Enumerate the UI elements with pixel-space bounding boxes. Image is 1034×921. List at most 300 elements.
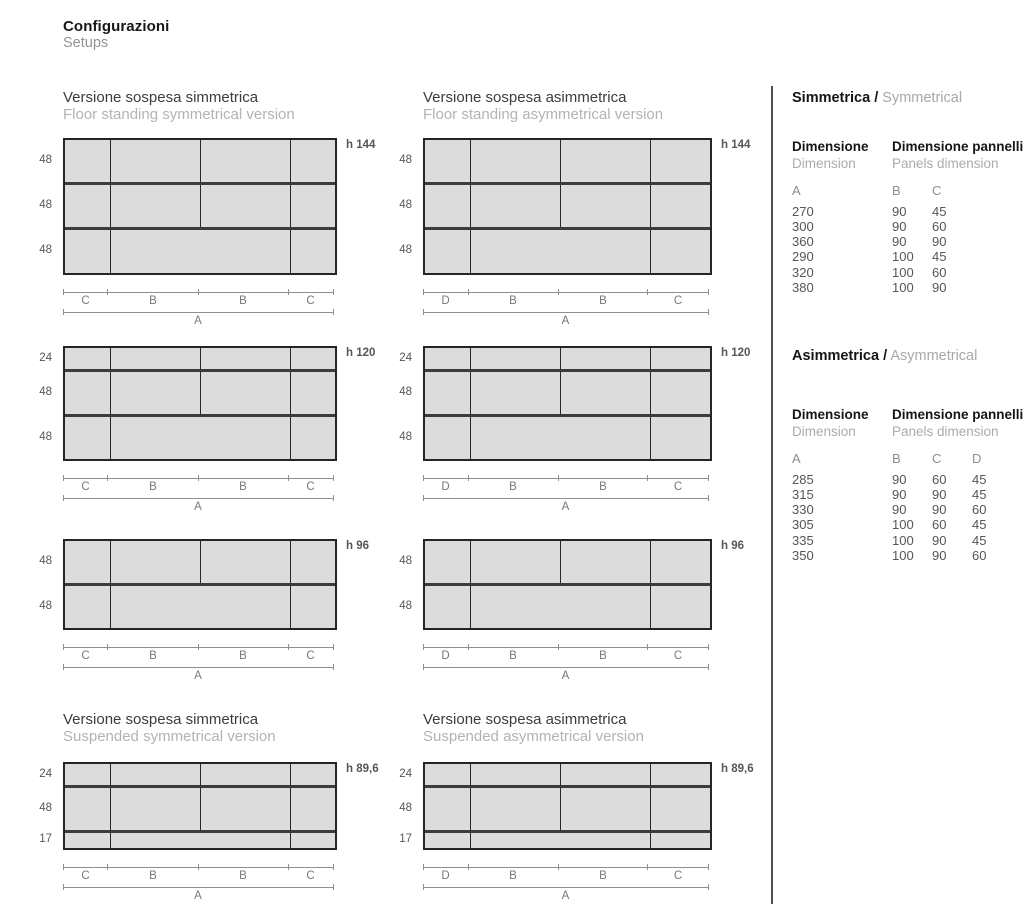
dimension-tick [423, 664, 424, 670]
table-cell: 60 [932, 471, 947, 487]
panel-cell [425, 140, 470, 182]
table-cell: 100 [892, 249, 914, 265]
diagram-body [30, 138, 375, 275]
group-header-english: Panels dimension [892, 423, 999, 439]
column-group-headers [792, 139, 1034, 172]
total-height-label: h 144 [721, 139, 751, 151]
segment-dimension-line [63, 478, 333, 493]
table-cell: 90 [932, 532, 947, 548]
table-cell: 285 [792, 471, 814, 487]
segment-label: C [306, 650, 315, 663]
overall-dimension-line [423, 887, 708, 902]
table-row [792, 487, 1034, 502]
section-title-english: Floor standing symmetrical version [63, 105, 295, 123]
row-height-label: 17 [39, 833, 52, 846]
total-height-label: h 120 [346, 347, 376, 359]
panel-row [425, 764, 710, 785]
table-cell: 60 [972, 502, 987, 518]
overall-width-label: A [194, 890, 202, 903]
column-letter: B [892, 183, 901, 198]
column-letter: C [932, 183, 942, 198]
segment-label: B [599, 294, 607, 307]
diagram-body [30, 762, 379, 850]
dimension-tick [63, 475, 64, 481]
panel-cell [650, 833, 710, 848]
row-height-label: 48 [39, 198, 52, 211]
overall-dimension-line [63, 667, 333, 682]
diagram-floor-asymmetric-h96 [390, 539, 744, 682]
diagram-floor-asymmetric-h144 [390, 138, 750, 327]
segment-label: B [239, 294, 247, 307]
panel-cell [290, 372, 335, 414]
diagram-floor-asymmetric-h120 [390, 346, 750, 513]
dimension-tick [63, 664, 64, 670]
dimension-tick [468, 289, 469, 295]
dimension-tick [107, 864, 108, 870]
column-letter-row [792, 451, 1034, 467]
panel-cell [290, 788, 335, 830]
table-cell: 290 [792, 249, 814, 265]
dimension-tick [288, 475, 289, 481]
table-cell: 305 [792, 517, 814, 533]
group-header-italian: Dimensione pannelli [892, 407, 1024, 422]
table-cell: 90 [892, 502, 907, 518]
column-letter-row [792, 183, 1034, 199]
total-height-label: h 96 [721, 540, 745, 552]
panel-row [65, 541, 335, 583]
row-height-label: 48 [39, 801, 52, 814]
segment-label: D [441, 294, 450, 307]
row-height-label: 24 [39, 351, 52, 364]
table-cell: 320 [792, 264, 814, 280]
panel-cell [290, 140, 335, 182]
total-height-label: h 89,6 [346, 763, 379, 775]
panel-cell [110, 372, 200, 414]
table-cell: 90 [932, 547, 947, 563]
dimension-tick [423, 475, 424, 481]
panel-cell [110, 348, 200, 369]
segment-dimension-line [423, 478, 708, 493]
dimension-tick [333, 864, 334, 870]
segment-labels [63, 293, 333, 307]
panel-cell [110, 833, 290, 848]
table-title [792, 348, 1034, 364]
panel-cell [290, 541, 335, 583]
segment-label: C [306, 294, 315, 307]
row-height-label: 24 [39, 767, 52, 780]
diagram-floor-symmetric-h120 [30, 346, 375, 513]
dimension-tick [708, 475, 709, 481]
segment-label: B [509, 294, 517, 307]
row-height-label: 24 [399, 767, 412, 780]
table-cell: 300 [792, 218, 814, 234]
panel-row [65, 227, 335, 272]
panel-cell [110, 586, 290, 628]
dimension-tick [558, 289, 559, 295]
segment-label: C [306, 870, 315, 883]
table-cell: 90 [932, 502, 947, 518]
total-height-label: h 120 [721, 347, 751, 359]
dimension-tick [647, 289, 648, 295]
dimension-group-header [792, 139, 892, 172]
panel-grid [423, 539, 712, 630]
dimension-tick [423, 864, 424, 870]
diagram-body [390, 346, 750, 461]
table-cell: 45 [972, 471, 987, 487]
panel-cell [110, 140, 200, 182]
table-cell: 335 [792, 532, 814, 548]
dimension-tick [708, 644, 709, 650]
table-cell: 60 [932, 264, 947, 280]
dimension-tick [63, 289, 64, 295]
panel-row [65, 369, 335, 414]
segment-label: B [239, 650, 247, 663]
panel-row [65, 785, 335, 830]
overall-dimension-line [423, 312, 708, 327]
panel-cell [200, 788, 290, 830]
table-cell: 100 [892, 517, 914, 533]
dimension-tick [423, 289, 424, 295]
group-header-italian: Dimensione [792, 407, 869, 422]
row-height-labels [30, 346, 63, 459]
group-header-italian: Dimensione [792, 139, 869, 154]
table-cell: 270 [792, 203, 814, 219]
dimension-tick [468, 864, 469, 870]
panel-row [65, 182, 335, 227]
panel-row [425, 541, 710, 583]
dimension-tick [468, 475, 469, 481]
panel-cell [110, 230, 290, 272]
overall-dimension-line [63, 887, 333, 902]
segment-label: C [673, 481, 683, 494]
group-header-english: Dimension [792, 155, 856, 171]
panel-row [65, 830, 335, 848]
section-header-floor-asymmetric [423, 90, 663, 123]
table-asymmetric [792, 348, 1034, 563]
segment-labels [63, 868, 333, 882]
table-cell: 45 [972, 486, 987, 502]
panel-cell [470, 764, 560, 785]
dimension-tick [198, 864, 199, 870]
dimension-tick [198, 644, 199, 650]
section-title-italian: Versione sospesa asimmetrica [423, 89, 627, 106]
dimension-tick [558, 864, 559, 870]
panel-cell [470, 140, 560, 182]
dimension-group-header [792, 407, 892, 440]
panel-row [425, 583, 710, 628]
panel-row [65, 414, 335, 459]
overall-width-label: A [561, 314, 570, 327]
dimension-tick [558, 475, 559, 481]
panel-cell [290, 230, 335, 272]
table-cell: 100 [892, 279, 914, 295]
table-rows [792, 204, 1034, 296]
table-row [792, 502, 1034, 517]
overall-width-label: A [194, 670, 202, 683]
panel-row [425, 369, 710, 414]
row-height-label: 48 [39, 243, 52, 256]
section-title-italian: Versione sospesa simmetrica [63, 89, 259, 106]
table-cell: 315 [792, 486, 814, 502]
dimension-tick [423, 495, 424, 501]
panel-cell [65, 833, 110, 848]
segment-dimension-line [63, 292, 333, 307]
panel-grid [63, 539, 337, 630]
overall-dimension-line [63, 498, 333, 513]
dimension-tick [333, 495, 334, 501]
table-cell: 90 [932, 279, 947, 295]
diagram-floor-symmetric-h96 [30, 539, 369, 682]
row-height-label: 48 [399, 430, 412, 443]
table-cell: 60 [932, 517, 947, 533]
segment-dimension-line [423, 292, 708, 307]
row-height-label: 48 [399, 801, 412, 814]
section-header-floor-symmetric [63, 90, 295, 123]
overall-width-label: A [561, 501, 570, 514]
panel-cell [290, 586, 335, 628]
panel-cell [200, 348, 290, 369]
panel-row [425, 785, 710, 830]
table-title-english: Asymmetrical [887, 348, 978, 364]
panel-cell [470, 788, 560, 830]
dimension-tick [468, 644, 469, 650]
table-cell: 330 [792, 502, 814, 518]
panel-cell [470, 185, 560, 227]
row-height-label: 48 [39, 430, 52, 443]
row-height-labels [390, 346, 423, 459]
panel-cell [425, 230, 470, 272]
panel-row [65, 140, 335, 182]
dimension-tick [63, 309, 64, 315]
row-height-label: 17 [399, 833, 412, 846]
row-height-label: 48 [399, 385, 412, 398]
column-letter: C [932, 451, 942, 466]
dimension-tick [107, 289, 108, 295]
panel-grid [63, 138, 337, 275]
panel-cell [650, 185, 710, 227]
segment-label: B [149, 650, 157, 663]
panel-row [425, 140, 710, 182]
table-cell: 100 [892, 547, 914, 563]
row-height-label: 24 [399, 351, 412, 364]
dimension-tick [288, 864, 289, 870]
overall-dimension-line [423, 498, 708, 513]
segment-label: B [239, 481, 247, 494]
panel-cell [560, 348, 650, 369]
row-height-labels [390, 762, 423, 848]
panel-row [425, 182, 710, 227]
table-cell: 360 [792, 234, 814, 250]
panel-cell [65, 230, 110, 272]
dimension-tick [333, 644, 334, 650]
table-row [792, 472, 1034, 487]
panel-cell [425, 788, 470, 830]
panel-cell [425, 586, 470, 628]
page-title [63, 18, 169, 52]
segment-dimension-line [423, 867, 708, 882]
table-cell: 350 [792, 547, 814, 563]
dimension-tick [423, 884, 424, 890]
dimension-tick [198, 475, 199, 481]
row-height-label: 48 [399, 154, 412, 167]
overall-width-label: A [194, 501, 202, 514]
panel-cell [200, 185, 290, 227]
row-height-labels [30, 762, 63, 848]
table-title-italian: Asimmetrica / [792, 348, 888, 364]
table-cell: 100 [892, 532, 914, 548]
panel-cell [65, 586, 110, 628]
dimension-tick [333, 289, 334, 295]
overall-dimension-line [423, 667, 708, 682]
dimension-tick [63, 864, 64, 870]
table-cell: 60 [972, 547, 987, 563]
dimension-tick [198, 289, 199, 295]
section-title-italian: Versione sospesa asimmetrica [423, 711, 627, 728]
segment-label: B [509, 481, 517, 494]
panel-cell [65, 788, 110, 830]
panel-cell [425, 417, 470, 459]
table-row [792, 548, 1034, 563]
diagram-floor-symmetric-h144 [30, 138, 375, 327]
panel-cell [560, 788, 650, 830]
row-height-label: 48 [399, 555, 412, 568]
segment-labels [423, 648, 708, 662]
diagram-suspended-asymmetric-h89-6 [390, 762, 754, 902]
table-cell: 90 [892, 218, 907, 234]
diagram-body [390, 539, 744, 630]
panel-cell [65, 185, 110, 227]
table-title [792, 90, 1034, 106]
dimension-tick [107, 644, 108, 650]
dimension-tick [288, 644, 289, 650]
overall-width-label: A [561, 890, 570, 903]
dimension-tick [708, 289, 709, 295]
diagram-body [390, 762, 754, 850]
panel-cell [425, 833, 470, 848]
table-row [792, 517, 1034, 532]
segment-label: C [673, 870, 683, 883]
panel-cell [650, 417, 710, 459]
overall-width-label: A [194, 314, 202, 327]
dimension-tick [423, 644, 424, 650]
panel-cell [290, 185, 335, 227]
segment-labels [63, 648, 333, 662]
panel-cell [65, 140, 110, 182]
segment-labels [423, 293, 708, 307]
panel-cell [560, 185, 650, 227]
table-row [792, 204, 1034, 219]
panel-cell [110, 541, 200, 583]
panel-cell [470, 586, 650, 628]
total-height-label: h 96 [346, 540, 370, 552]
row-height-label: 48 [39, 385, 52, 398]
segment-dimension-line [63, 647, 333, 662]
segment-label: B [509, 870, 517, 883]
table-row [792, 280, 1034, 295]
table-row [792, 533, 1034, 548]
panel-cell [65, 417, 110, 459]
dimension-tick [288, 289, 289, 295]
table-cell: 380 [792, 279, 814, 295]
dimension-tick [333, 475, 334, 481]
table-rows [792, 472, 1034, 564]
panel-row [425, 348, 710, 369]
dimension-tick [647, 864, 648, 870]
panel-row [65, 583, 335, 628]
panel-cell [290, 764, 335, 785]
panel-cell [110, 185, 200, 227]
section-title-english: Suspended asymmetrical version [423, 727, 644, 745]
panel-grid [423, 346, 712, 461]
table-cell: 90 [892, 486, 907, 502]
total-height-label: h 89,6 [721, 763, 754, 775]
table-title-english: Symmetrical [878, 90, 963, 106]
table-cell: 90 [892, 471, 907, 487]
segment-labels [423, 479, 708, 493]
column-letter: A [792, 451, 801, 466]
panel-cell [560, 140, 650, 182]
group-header-english: Dimension [792, 423, 856, 439]
segment-label: B [149, 294, 157, 307]
segment-label: B [239, 870, 247, 883]
panel-grid [423, 138, 712, 275]
dimension-tick [708, 884, 709, 890]
panel-cell [650, 230, 710, 272]
panel-cell [560, 541, 650, 583]
table-cell: 90 [892, 234, 907, 250]
dimension-tick [558, 644, 559, 650]
diagram-body [30, 346, 375, 461]
section-title-english: Suspended symmetrical version [63, 727, 276, 745]
column-letter: A [792, 183, 801, 198]
panel-cell [650, 586, 710, 628]
segment-label: C [673, 294, 683, 307]
dimension-tick [333, 309, 334, 315]
table-title-italian: Simmetrica / [792, 90, 879, 106]
column-letter: B [892, 451, 901, 466]
table-cell: 90 [932, 234, 947, 250]
dimension-tick [63, 644, 64, 650]
panel-cell [110, 764, 200, 785]
panel-cell [65, 764, 110, 785]
panel-cell [470, 833, 650, 848]
panel-row [425, 227, 710, 272]
panel-cell [425, 372, 470, 414]
dimension-tick [107, 475, 108, 481]
dimension-tick [647, 644, 648, 650]
diagram-suspended-symmetric-h89-6 [30, 762, 379, 902]
dimension-tick [708, 495, 709, 501]
panel-cell [200, 372, 290, 414]
table-cell: 60 [932, 218, 947, 234]
row-height-label: 48 [399, 243, 412, 256]
panel-cell [425, 764, 470, 785]
panel-cell [650, 140, 710, 182]
segment-dimension-line [63, 867, 333, 882]
panel-row [65, 348, 335, 369]
segment-label: C [81, 294, 90, 307]
panel-grid [63, 762, 337, 850]
panel-cell [65, 372, 110, 414]
group-header-italian: Dimensione pannelli [892, 139, 1024, 154]
segment-label: B [149, 481, 157, 494]
row-height-labels [390, 138, 423, 273]
segment-label: D [441, 650, 450, 663]
section-title-italian: Versione sospesa simmetrica [63, 711, 259, 728]
panels-dimension-group-header [892, 139, 1034, 172]
dimension-tick [63, 495, 64, 501]
panel-row [425, 414, 710, 459]
